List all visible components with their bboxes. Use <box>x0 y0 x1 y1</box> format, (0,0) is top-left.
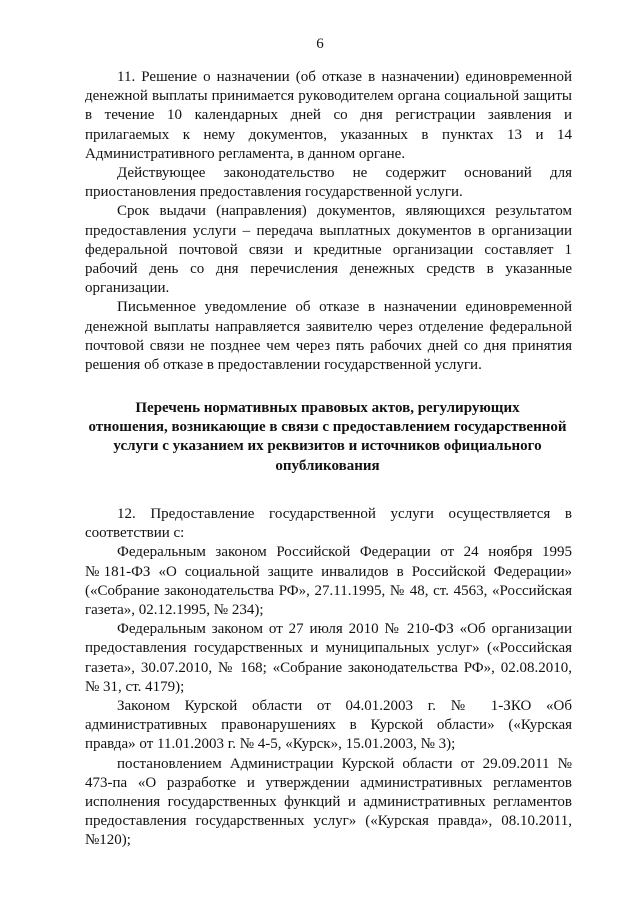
paragraph-delivery-term: Срок выдачи (направления) документов, являющихся результатом предоставления услуги – передача выплатных документов в организации федеральной почтовой связи и кредитные организации составляет 1 рабочий день со дня перечисления денежных средств в указанные организации. <box>85 203 572 297</box>
paragraph-11-decision: 11. Решение о назначении (об отказе в назначении) единовременной денежной выплаты принимается руководителем органа социальной защиты в течение 10 календарных дней со дня регистрации заявления и прилагаемых к нему документов, указанных в пунктах 13 и 14 Административного регламента, в данном органе. <box>85 69 572 162</box>
legal-act-item: Федеральным законом от 27 июля 2010 № 210-ФЗ «Об организации предоставления государственных и муниципальных услуг» («Российская газета», 30.07.2010, № 168; «Собрание законодательства РФ», 02.08.2010, № 31, ст. 4179); <box>85 621 572 695</box>
section-heading <box>80 399 575 476</box>
heading-line: услуги с указанием их реквизитов и источников официального <box>113 438 542 455</box>
paragraph-no-suspension: Действующее законодательство не содержит оснований для приостановления предоставления государственной услуги. <box>85 165 572 201</box>
legal-act-item: Законом Курской области от 04.01.2003 г. № 1-ЗКО «Об административных правонарушениях в Курской области» («Курская правда» от 11.01.2003 г. № 4-5, «Курск», 15.01.2003, № 3); <box>85 698 572 753</box>
section-decision-terms <box>85 68 572 375</box>
page-number: 6 <box>316 36 324 52</box>
legal-act-item: Федеральным законом Российской Федерации от 24 ноября 1995 №181-ФЗ «О социальной защите инвалидов в Российской Федерации» («Собрание законодательства РФ», 27.11.1995, № 48, ст. 4563, «Российская газета», 02.12.1995, № 234); <box>85 544 572 619</box>
heading-line: Перечень нормативных правовых актов, регулирующих <box>135 400 520 416</box>
heading-line: опубликования <box>275 457 380 474</box>
heading-line: отношения, возникающие в связи с предоставлением государственной <box>88 419 567 436</box>
section-legal-acts <box>85 505 572 851</box>
legal-act-item: постановлением Администрации Курской области от 29.09.2011 № 473-па «О разработке и утверждении административных регламентов исполнения государственных функций и административных регламентов предоставления государственных услуг» («Курская правда», 08.10.2011, №120); <box>85 755 572 849</box>
paragraph-refusal-notice: Письменное уведомление об отказе в назначении единовременной денежной выплаты направляется заявителю через отделение федеральной почтовой связи не позднее чем через пять рабочих дней со дня принятия решения об отказе в предоставлении государственной услуги. <box>85 299 572 374</box>
paragraph-12-intro: 12. Предоставление государственной услуги осуществляется в соответствии с: <box>85 506 572 542</box>
